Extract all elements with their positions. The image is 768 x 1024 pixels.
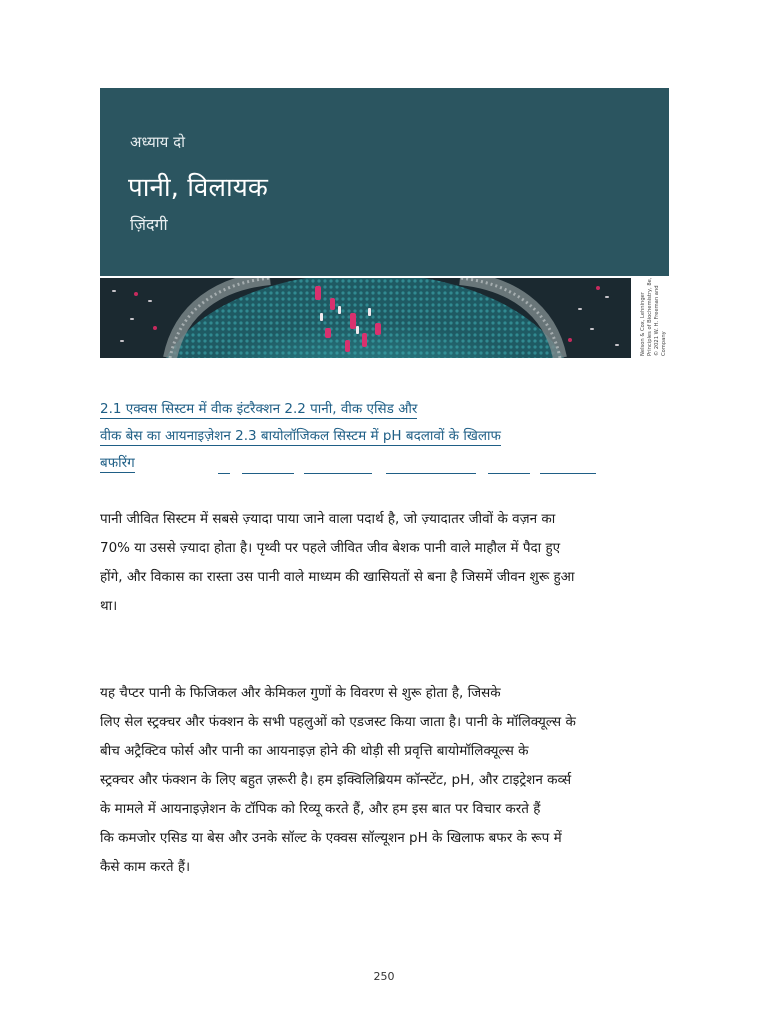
cell-illustration [100,278,631,358]
paragraph-line: बीच अट्रैक्टिव फोर्स और पानी का आयनाइज़ होने की थोड़ी सी प्रवृत्ति बायोमॉलिक्यूल्स के [100,743,529,759]
paragraph-line: कि कमजोर एसिड या बेस और उनके सॉल्ट के एक्वस सॉल्यूशन pH के खिलाफ बफर के रूप में [100,830,562,846]
link-underline [386,473,476,474]
paragraph-line: था। [100,598,118,614]
paragraph-line: लिए सेल स्ट्रक्चर और फंक्शन के सभी पहलुओं को एडजस्ट किया जाता है। पानी के मॉलिक्यूल्स के [100,714,576,730]
link-underline [488,473,530,474]
image-credit-line: Nelson & Cox, Lehninger [640,292,646,356]
chapter-hero-image [100,278,631,358]
image-credit-line: Company [661,331,667,356]
toc-underline-blanks [208,450,628,477]
intro-paragraph [100,505,660,621]
paragraph-line: कैसे काम करते हैं। [100,859,191,875]
chapter-title: पानी, विलायक [128,173,268,203]
page-number: 250 [373,970,395,983]
paragraph-line: पानी जीवित सिस्टम में सबसे ज़्यादा पाया जाने वाला पदार्थ है, जो ज़्यादातर जीवों के वज़न का [100,511,556,527]
image-credit-line: © 2021 W. H. Freeman and [654,285,660,356]
toc-line [100,423,620,450]
toc-line [100,396,620,423]
paragraph-line: होंगे, और विकास का रास्ता उस पानी वाले माध्यम की खासियतों से बना है जिसमें जीवन शुरू हुआ [100,569,575,585]
link-underline [218,473,230,474]
table-of-contents [100,396,620,477]
paragraph-line: स्ट्रक्चर और फंक्शन के लिए बहुत ज़रूरी है। हम इक्विलिब्रियम कॉन्स्टेंट, pH, और टाइट्रेशन कर्व्स [100,772,572,788]
chapter-label: अध्याय दो [130,133,186,151]
chapter-overview-paragraph [100,679,660,882]
image-credit [636,278,670,358]
chapter-banner [100,88,669,276]
paragraph-line: 70% या उससे ज़्यादा होता है। पृथ्वी पर पहले जीवित जीव बेशक पानी वाले माहौल में पैदा हुए [100,540,561,556]
link-underline [304,473,372,474]
link-underline [242,473,294,474]
toc-link[interactable]: वीक बेस का आयनाइज़ेशन 2.3 बायोलॉजिकल सिस्टम में pH बदलावों के खिलाफ [100,428,501,444]
toc-line [100,450,620,477]
image-credit-line: Principles of Biochemistry, 8e, [647,278,653,356]
toc-link[interactable]: 2.1 एक्वस सिस्टम में वीक इंटरैक्शन 2.2 पानी, वीक एसिड और [100,401,418,417]
paragraph-line: के मामले में आयनाइज़ेशन के टॉपिक को रिव्यू करते हैं, और हम इस बात पर विचार करते हैं [100,801,541,817]
toc-link[interactable]: बफरिंग [100,455,135,471]
link-underline [540,473,596,474]
paragraph-line: यह चैप्टर पानी के फिजिकल और केमिकल गुणों के विवरण से शुरू होता है, जिसके [100,685,501,701]
chapter-subtitle: ज़िंदगी [130,215,168,234]
